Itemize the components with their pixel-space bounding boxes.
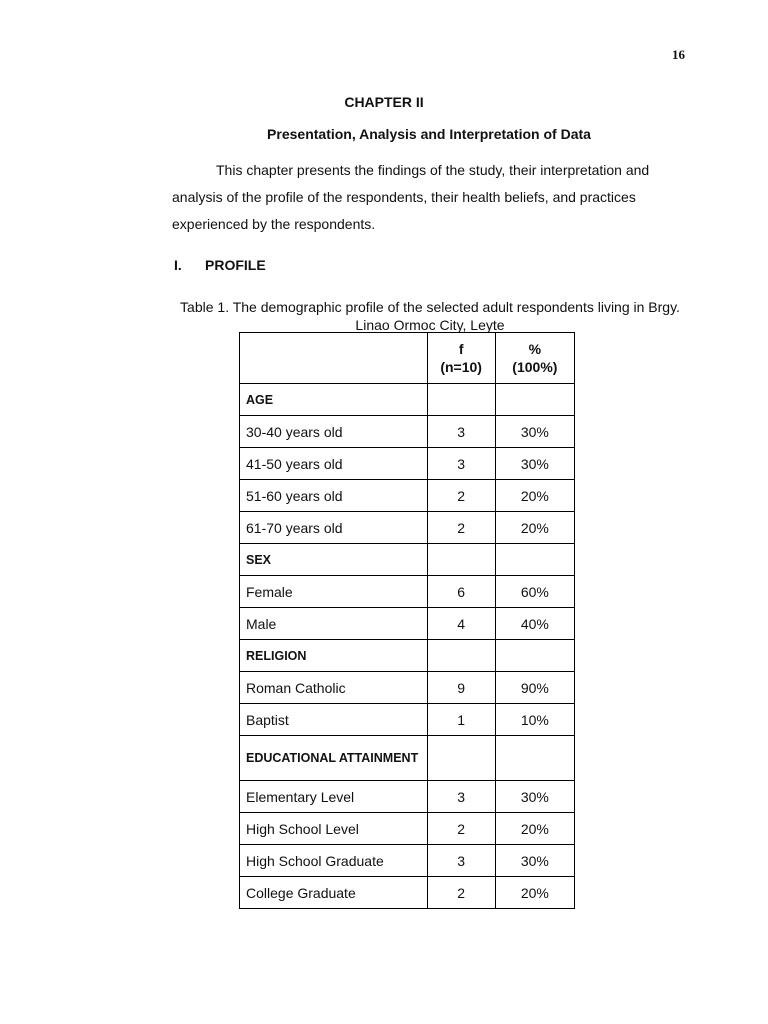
frequency-cell: 6	[427, 576, 495, 608]
percent-cell	[495, 736, 574, 781]
percent-cell	[495, 640, 574, 672]
category-label: EDUCATIONAL ATTAINMENT	[240, 736, 428, 781]
table-row	[240, 813, 575, 845]
page-number: 16	[672, 47, 685, 62]
table-row	[240, 512, 575, 544]
frequency-cell	[427, 640, 495, 672]
frequency-cell: 9	[427, 672, 495, 704]
table-row	[240, 480, 575, 512]
table-row	[240, 672, 575, 704]
table-row	[240, 448, 575, 480]
table-header-row	[240, 333, 575, 384]
row-label: 51-60 years old	[240, 480, 428, 512]
section-number: I.	[174, 257, 182, 273]
row-label: 61-70 years old	[240, 512, 428, 544]
percent-cell: 30%	[495, 781, 574, 813]
row-label: Elementary Level	[240, 781, 428, 813]
table-row-category	[240, 736, 575, 781]
frequency-cell	[427, 544, 495, 576]
section-heading	[174, 257, 266, 273]
frequency-cell: 3	[427, 845, 495, 877]
table-row-category	[240, 544, 575, 576]
table-row-category	[240, 640, 575, 672]
row-label: High School Level	[240, 813, 428, 845]
frequency-cell	[427, 736, 495, 781]
chapter-title: CHAPTER II	[344, 94, 424, 110]
frequency-cell: 2	[427, 480, 495, 512]
header-frequency-sub: (n=10)	[440, 359, 482, 375]
table-row	[240, 845, 575, 877]
header-frequency	[427, 333, 495, 384]
table-row	[240, 608, 575, 640]
row-label: Female	[240, 576, 428, 608]
intro-paragraph: This chapter presents the findings of the study, their interpretation and analysis of the profile of the respondents, their health beliefs, and practices experienced by the respondents.	[172, 162, 650, 232]
table-row-category	[240, 384, 575, 416]
percent-cell: 20%	[495, 877, 574, 909]
header-percent-label: %	[528, 341, 542, 357]
category-label: RELIGION	[240, 640, 428, 672]
percent-cell: 20%	[495, 813, 574, 845]
table-row	[240, 576, 575, 608]
table-caption: Table 1. The demographic profile of the selected adult respondents living in Brgy. Linao Ormoc City, Leyte	[180, 299, 680, 332]
percent-cell: 60%	[495, 576, 574, 608]
demographic-profile-table	[239, 332, 575, 909]
frequency-cell: 3	[427, 448, 495, 480]
percent-cell: 40%	[495, 608, 574, 640]
percent-cell: 30%	[495, 845, 574, 877]
header-percent-sub: (100%)	[512, 359, 558, 375]
frequency-cell: 2	[427, 512, 495, 544]
header-percent	[495, 333, 574, 384]
category-label: SEX	[240, 544, 428, 576]
row-label: Male	[240, 608, 428, 640]
percent-cell: 30%	[495, 416, 574, 448]
row-label: 41-50 years old	[240, 448, 428, 480]
header-frequency-label: f	[458, 341, 464, 357]
row-label: College Graduate	[240, 877, 428, 909]
percent-cell: 90%	[495, 672, 574, 704]
frequency-cell: 3	[427, 416, 495, 448]
percent-cell: 10%	[495, 704, 574, 736]
frequency-cell	[427, 384, 495, 416]
percent-cell	[495, 544, 574, 576]
frequency-cell: 1	[427, 704, 495, 736]
table-row	[240, 416, 575, 448]
row-label: High School Graduate	[240, 845, 428, 877]
percent-cell: 30%	[495, 448, 574, 480]
frequency-cell: 4	[427, 608, 495, 640]
table-row	[240, 704, 575, 736]
header-blank-cell	[240, 333, 428, 384]
percent-cell: 20%	[495, 512, 574, 544]
percent-cell: 20%	[495, 480, 574, 512]
section-title: PROFILE	[205, 257, 266, 273]
frequency-cell: 2	[427, 877, 495, 909]
frequency-cell: 3	[427, 781, 495, 813]
percent-cell	[495, 384, 574, 416]
row-label: Roman Catholic	[240, 672, 428, 704]
row-label: Baptist	[240, 704, 428, 736]
table-row	[240, 781, 575, 813]
category-label: AGE	[240, 384, 428, 416]
row-label: 30-40 years old	[240, 416, 428, 448]
frequency-cell: 2	[427, 813, 495, 845]
table-row	[240, 877, 575, 909]
chapter-subtitle: Presentation, Analysis and Interpretation of Data	[267, 126, 591, 142]
